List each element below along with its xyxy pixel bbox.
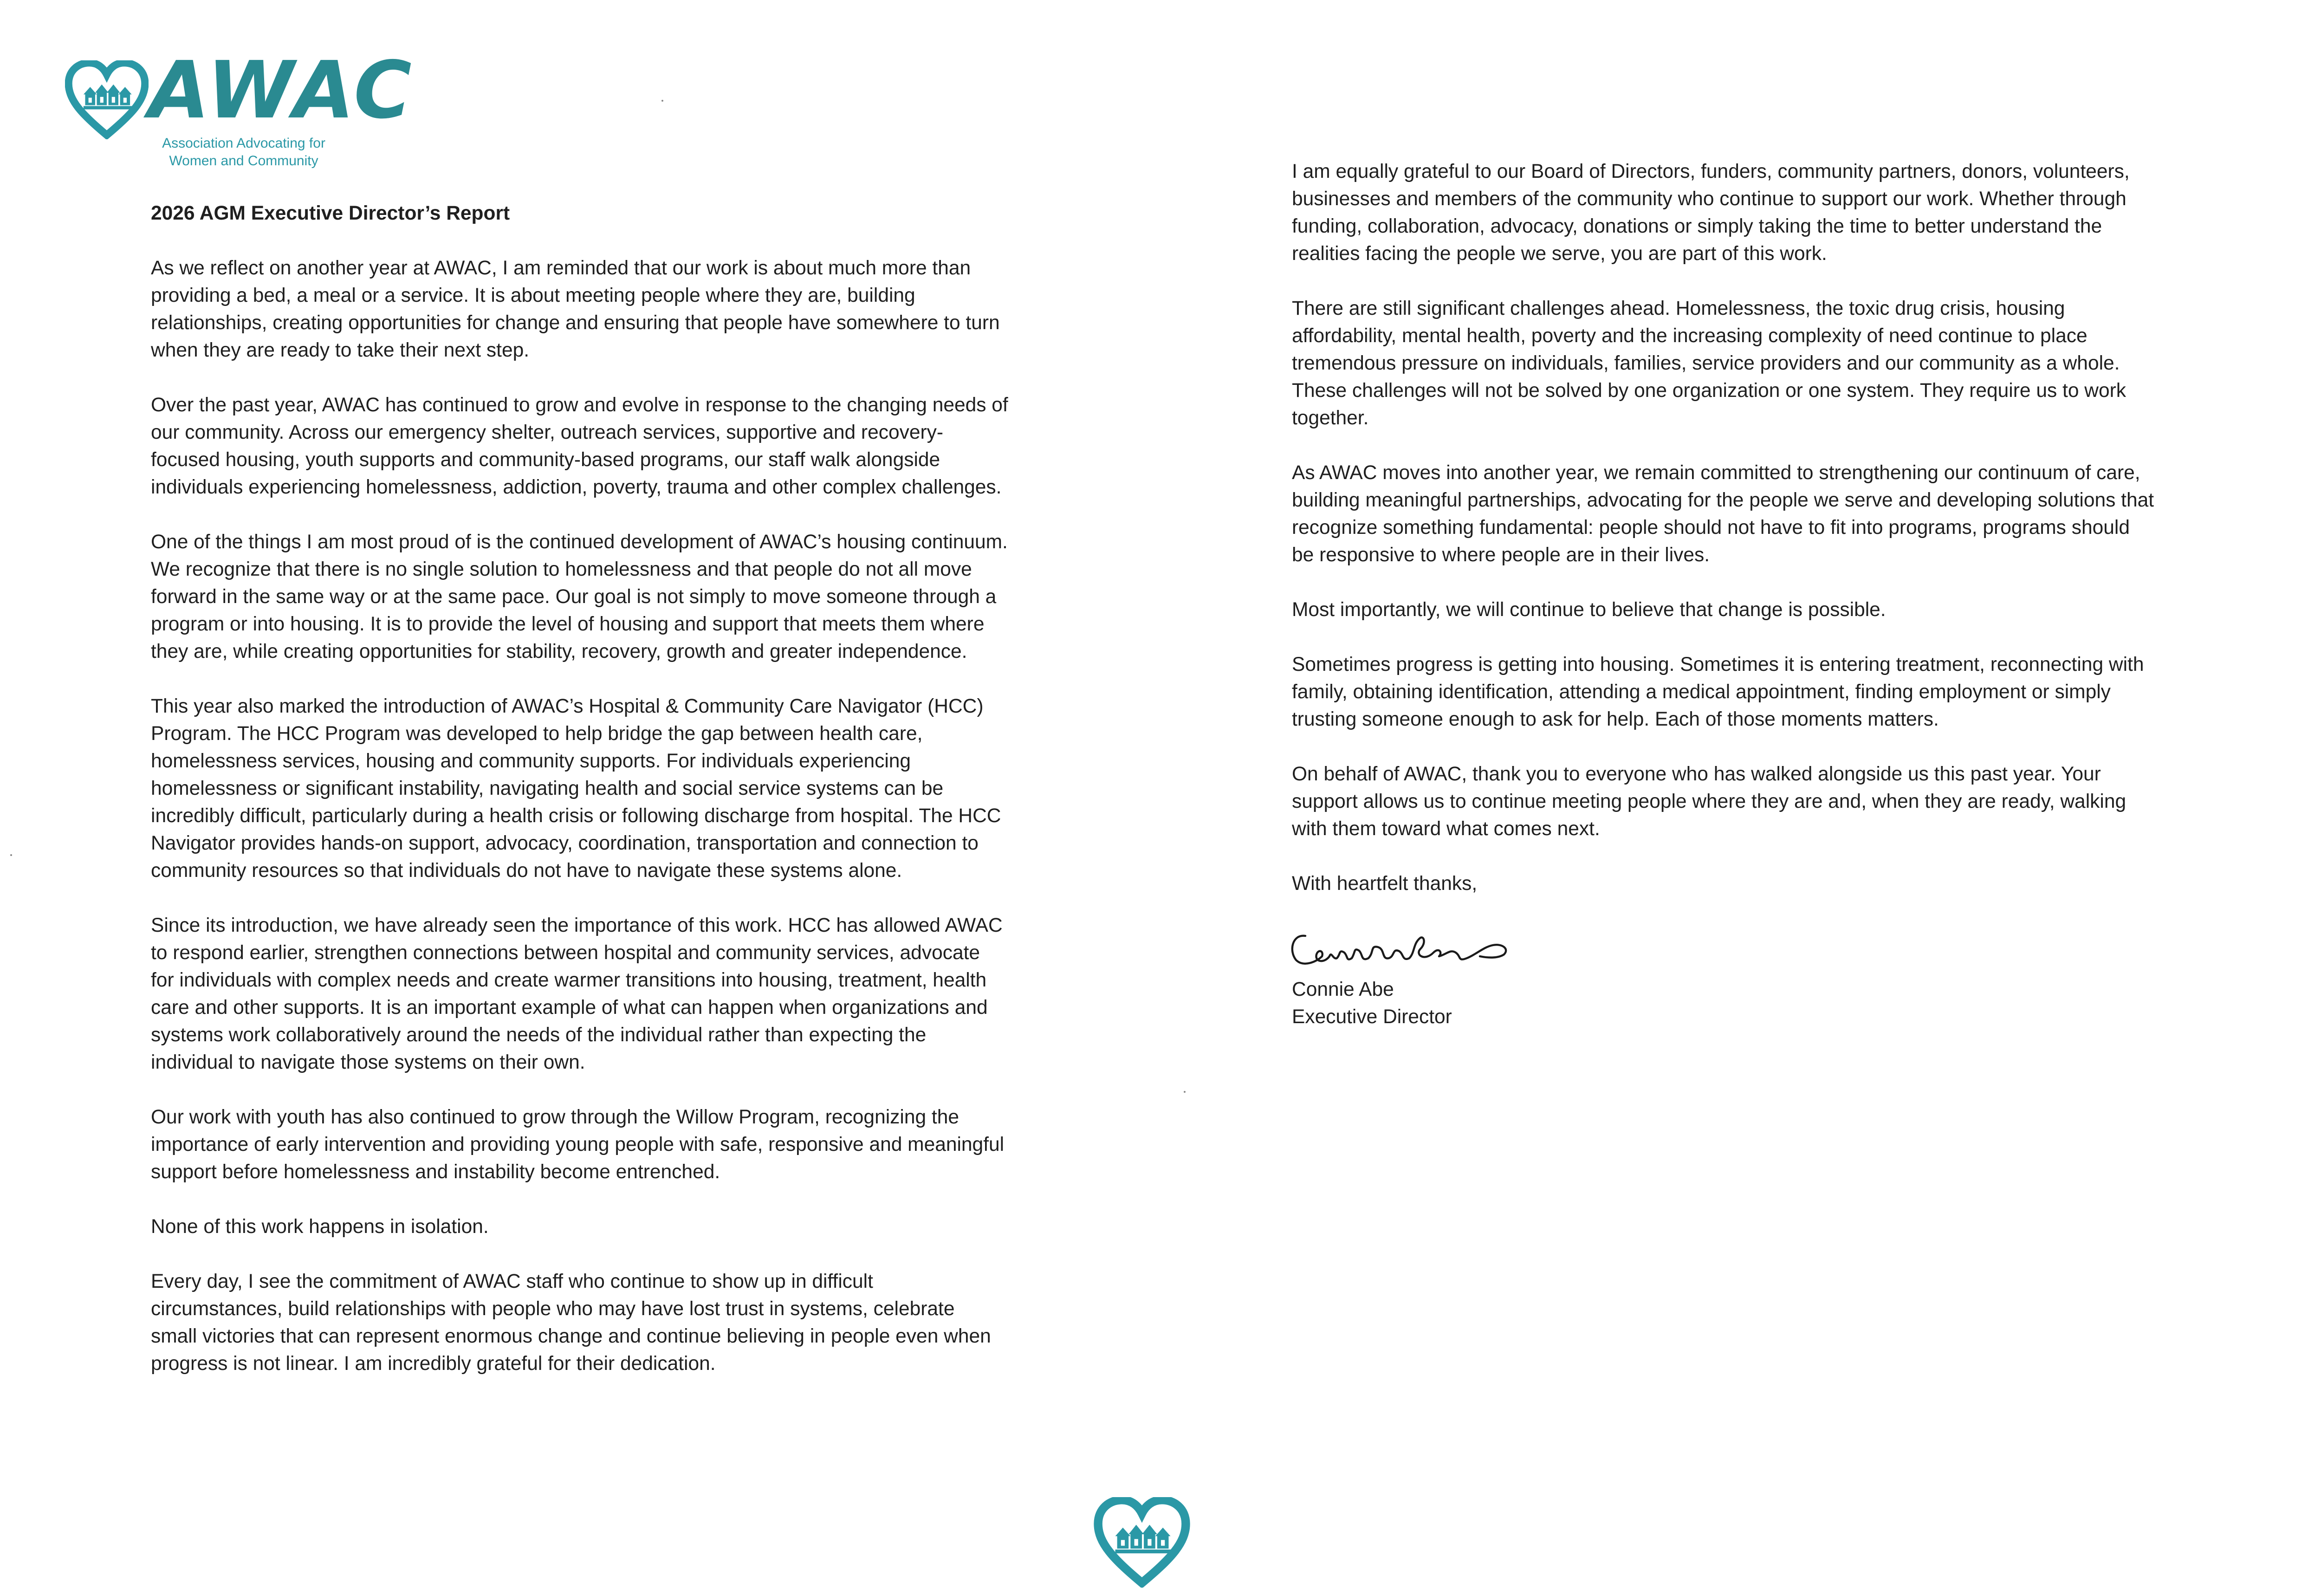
text-line: importance of early intervention and providing young people with safe, responsive and meaningful bbox=[151, 1134, 1005, 1155]
text-line: Sometimes progress is getting into housing. Sometimes it is entering treatment, reconnecting with bbox=[1292, 654, 2144, 675]
text-line: Navigator provides hands-on support, advocacy, coordination, transportation and connection to bbox=[151, 832, 979, 854]
body-paragraph bbox=[1292, 459, 2248, 569]
text-line: support allows us to continue meeting people where they are and, when they are ready, walking bbox=[1292, 791, 2127, 812]
text-line: focused housing, youth supports and community-based programs, our staff walk alongside bbox=[151, 449, 940, 471]
body-paragraph bbox=[151, 1213, 1102, 1240]
report-title: 2026 AGM Executive Director’s Report bbox=[151, 202, 510, 224]
text-line: homelessness or significant instability, navigating health and social service systems can be bbox=[151, 778, 944, 799]
text-line: I am equally grateful to our Board of Directors, funders, community partners, donors, volunteers, bbox=[1292, 161, 2130, 182]
body-paragraph bbox=[1292, 295, 2248, 432]
text-line: providing a bed, a meal or a service. It is about meeting people where they are, building bbox=[151, 285, 915, 306]
text-line: These challenges will not be solved by one organization or one system. They require us to work bbox=[1292, 380, 2126, 402]
text-line: building meaningful partnerships, advocating for the people we serve and developing solutions that bbox=[1292, 489, 2154, 511]
text-line: tremendous pressure on individuals, families, service providers and our community as a whole. bbox=[1292, 352, 2120, 374]
body-paragraph bbox=[1292, 596, 2248, 623]
text-line: they are, while creating opportunities for stability, recovery, growth and greater independence. bbox=[151, 641, 967, 662]
text-line: forward in the same way or at the same pace. Our goal is not simply to move someone through a bbox=[151, 586, 997, 608]
heart-houses-icon bbox=[65, 60, 149, 139]
text-line: our community. Across our emergency shelter, outreach services, supportive and recovery- bbox=[151, 422, 944, 443]
text-line: Program. The HCC Program was developed to help bridge the gap between health care, bbox=[151, 723, 923, 745]
text-line: individual to navigate those systems on their own. bbox=[151, 1051, 585, 1073]
text-line: homelessness services, housing and community supports. For individuals experiencing bbox=[151, 750, 911, 772]
brand-name: AWAC bbox=[149, 45, 414, 136]
tagline-line: Women and Community bbox=[169, 153, 318, 169]
text-line: with them toward what comes next. bbox=[1292, 818, 1600, 840]
text-line: funding, collaboration, advocacy, donations or simply taking the time to better understand the bbox=[1292, 215, 2102, 237]
text-line: trusting someone enough to ask for help. Each of those moments matters. bbox=[1292, 708, 1939, 730]
text-line: incredibly difficult, particularly during a health crisis or following discharge from hospital. The HCC bbox=[151, 805, 1001, 827]
text-line: community resources so that individuals do not have to navigate these systems alone. bbox=[151, 860, 902, 882]
scan-speck bbox=[1184, 1091, 1186, 1093]
body-paragraph bbox=[1292, 651, 2248, 733]
left-column bbox=[151, 200, 1102, 1405]
body-paragraph bbox=[1292, 760, 2248, 843]
scan-speck bbox=[661, 100, 663, 102]
signer-name: Connie Abe bbox=[1292, 979, 1394, 1000]
text-line: program or into housing. It is to provide the level of housing and support that meets them where bbox=[151, 613, 985, 635]
right-column-body bbox=[1292, 158, 2248, 843]
body-paragraph bbox=[151, 693, 1102, 884]
text-line: We recognize that there is no single solution to homelessness and that people do not all move bbox=[151, 558, 972, 580]
text-line: affordability, mental health, poverty and the increasing complexity of need continue to place bbox=[1292, 325, 2088, 347]
tagline-line: Association Advocating for bbox=[162, 136, 325, 151]
text-line: when they are ready to take their next step. bbox=[151, 339, 530, 361]
text-line: This year also marked the introduction of AWAC’s Hospital & Community Care Navigator (HCC) bbox=[151, 695, 984, 717]
signature bbox=[1285, 925, 1517, 976]
text-line: Most importantly, we will continue to believe that change is possible. bbox=[1292, 599, 1886, 621]
text-line: As we reflect on another year at AWAC, I am reminded that our work is about much more than bbox=[151, 257, 971, 279]
text-line: On behalf of AWAC, thank you to everyone who has walked alongside us this past year. Your bbox=[1292, 763, 2101, 785]
body-paragraph bbox=[151, 912, 1102, 1076]
text-line: support before homelessness and instability become entrenched. bbox=[151, 1161, 720, 1183]
text-line: recognize something fundamental: people should not have to fit into programs, programs should bbox=[1292, 517, 2130, 538]
text-line: realities facing the people we serve, you are part of this work. bbox=[1292, 243, 1827, 265]
body-paragraph bbox=[151, 254, 1102, 364]
text-line: to respond earlier, strengthen connections between hospital and community services, advocate bbox=[151, 942, 980, 964]
text-line: Since its introduction, we have already seen the importance of this work. HCC has allowed AWAC bbox=[151, 915, 1003, 936]
text-line: As AWAC moves into another year, we remain committed to strengthening our continuum of care, bbox=[1292, 462, 2140, 484]
body-paragraph bbox=[1292, 158, 2248, 267]
body-paragraph bbox=[151, 1103, 1102, 1186]
text-line: progress is not linear. I am incredibly grateful for their dedication. bbox=[151, 1353, 716, 1375]
body-paragraph bbox=[151, 528, 1102, 665]
scan-speck bbox=[10, 854, 12, 856]
text-line: Our work with youth has also continued to grow through the Willow Program, recognizing the bbox=[151, 1106, 960, 1128]
text-line: be responsive to where people are in their lives. bbox=[1292, 544, 1710, 566]
left-column-body bbox=[151, 254, 1102, 1377]
awac-logo bbox=[65, 45, 414, 176]
text-line: Over the past year, AWAC has continued to grow and evolve in response to the changing needs of bbox=[151, 394, 1008, 416]
text-line: individuals experiencing homelessness, addiction, poverty, trauma and other complex challenges. bbox=[151, 476, 1002, 498]
text-line: small victories that can represent enormous change and continue believing in people even when bbox=[151, 1325, 991, 1347]
text-line: There are still significant challenges ahead. Homelessness, the toxic drug crisis, housing bbox=[1292, 298, 2065, 319]
text-line: family, obtaining identification, attending a medical appointment, finding employment or simply bbox=[1292, 681, 2111, 703]
text-line: together. bbox=[1292, 407, 1369, 429]
text-line: Every day, I see the commitment of AWAC staff who continue to show up in difficult bbox=[151, 1271, 873, 1292]
signer-title: Executive Director bbox=[1292, 1006, 1452, 1028]
text-line: care and other supports. It is an important example of what can happen when organizations and bbox=[151, 997, 988, 1019]
text-line: for individuals with complex needs and create warmer transitions into housing, treatment, health bbox=[151, 969, 987, 991]
text-line: systems work collaboratively around the needs of the individual rather than expecting the bbox=[151, 1024, 927, 1046]
body-paragraph bbox=[151, 391, 1102, 501]
body-paragraph bbox=[151, 1268, 1102, 1377]
text-line: None of this work happens in isolation. bbox=[151, 1216, 489, 1238]
brand-tagline bbox=[135, 135, 353, 170]
text-line: circumstances, build relationships with people who may have lost trust in systems, celebrate bbox=[151, 1298, 955, 1320]
signoff: With heartfelt thanks, bbox=[1292, 873, 1478, 895]
text-line: One of the things I am most proud of is the continued development of AWAC’s housing continuum. bbox=[151, 531, 1008, 553]
text-line: relationships, creating opportunities for change and ensuring that people have somewhere to turn bbox=[151, 312, 1000, 334]
text-line: businesses and members of the community who continue to support our work. Whether through bbox=[1292, 188, 2127, 210]
heart-houses-icon bbox=[1093, 1497, 1191, 1588]
right-column bbox=[1292, 158, 2248, 1031]
